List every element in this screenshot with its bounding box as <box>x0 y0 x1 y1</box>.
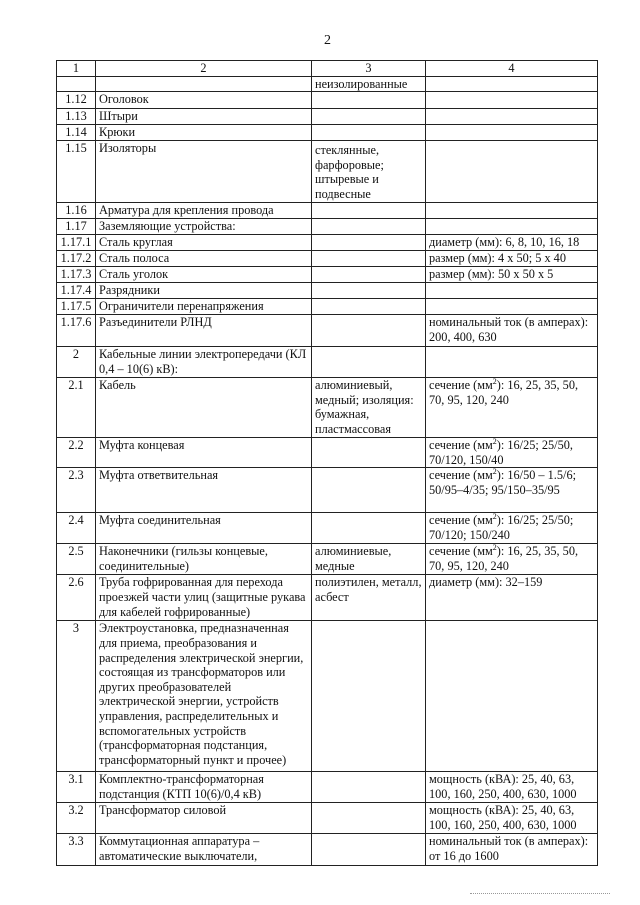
row-spec: номинальный ток (в амперах): от 16 до 1600 <box>426 834 598 866</box>
row-name: Электроустановка, предназначенная для приема, преобразования и распределения электрической энергии, состоящая из трансформаторов или других преобразователей электрической энергии, устройств управления, распределительных и вспомогательных устройств (трансформаторная подстанция, трансформаторный пункт и прочее) <box>96 621 312 772</box>
row-number: 1.17 <box>57 219 96 235</box>
row-material <box>312 315 426 347</box>
table-row <box>57 772 598 803</box>
row-name: Штыри <box>96 109 312 125</box>
row-name: Труба гофрированная для перехода проезжей части улиц (защитные рукава для кабелей гофрированные) <box>96 575 312 621</box>
table-row <box>57 235 598 251</box>
row-spec <box>426 513 598 544</box>
row-name: Заземляющие устройства: <box>96 219 312 235</box>
row-material <box>312 267 426 283</box>
row-material: полиэтилен, металл, асбест <box>312 575 426 621</box>
spec-superscript: 2 <box>492 467 497 477</box>
table-row <box>57 803 598 834</box>
table-row <box>57 544 598 575</box>
row-spec: диаметр (мм): 32–159 <box>426 575 598 621</box>
row-spec <box>426 92 598 109</box>
row-material <box>312 92 426 109</box>
spec-prefix: сечение (мм <box>429 544 493 559</box>
spec-prefix: сечение (мм <box>429 378 493 393</box>
row-name: Муфта ответвительная <box>96 468 312 513</box>
row-material <box>312 347 426 378</box>
row-name: Разрядники <box>96 283 312 299</box>
row-spec <box>426 141 598 203</box>
spec-superscript: 2 <box>492 377 497 387</box>
row-material <box>312 513 426 544</box>
row-number: 1.17.3 <box>57 267 96 283</box>
row-number: 1.14 <box>57 125 96 141</box>
row-number: 2.3 <box>57 468 96 513</box>
row-spec <box>426 109 598 125</box>
row-spec <box>426 283 598 299</box>
materials-table <box>56 60 598 866</box>
table-row <box>57 299 598 315</box>
row-number: 1.17.6 <box>57 315 96 347</box>
spec-suffix: ): 16, 25, 35, 50, 70, 95, 120, 240 <box>429 544 579 573</box>
table-row <box>57 575 598 621</box>
row-name: Изоляторы <box>96 141 312 203</box>
row-number: 2 <box>57 347 96 378</box>
header-cell: 4 <box>426 61 598 77</box>
row-spec <box>426 299 598 315</box>
table-row <box>57 378 598 438</box>
table-row <box>57 203 598 219</box>
table-row <box>57 513 598 544</box>
table-row <box>57 76 598 92</box>
row-material: алюминиевые, медные <box>312 544 426 575</box>
row-spec: размер (мм): 50 х 50 х 5 <box>426 267 598 283</box>
row-number: 2.4 <box>57 513 96 544</box>
row-spec <box>426 125 598 141</box>
row-name: Ограничители перенапряжения <box>96 299 312 315</box>
row-number <box>57 76 96 92</box>
row-name: Сталь уголок <box>96 267 312 283</box>
row-material <box>312 803 426 834</box>
row-spec <box>426 468 598 513</box>
row-number: 3.2 <box>57 803 96 834</box>
row-name: Муфта соединительная <box>96 513 312 544</box>
row-spec <box>426 76 598 92</box>
row-number: 3.3 <box>57 834 96 866</box>
spec-suffix: ): 16/25; 25/50; 70/120; 150/240 <box>429 513 574 542</box>
row-name: Арматура для крепления провода <box>96 203 312 219</box>
row-material <box>312 438 426 468</box>
spec-prefix: сечение (мм <box>429 438 493 453</box>
row-spec <box>426 544 598 575</box>
row-material <box>312 109 426 125</box>
row-name: Трансформатор силовой <box>96 803 312 834</box>
row-material <box>312 834 426 866</box>
row-name: Коммутационная аппаратура – автоматические выключатели, <box>96 834 312 866</box>
row-spec <box>426 219 598 235</box>
table-row <box>57 438 598 468</box>
row-material <box>312 468 426 513</box>
table-row <box>57 468 598 513</box>
row-number: 3 <box>57 621 96 772</box>
row-name <box>96 76 312 92</box>
table-row <box>57 92 598 109</box>
row-spec: номинальный ток (в амперах): 200, 400, 630 <box>426 315 598 347</box>
table-row <box>57 834 598 866</box>
row-name: Муфта концевая <box>96 438 312 468</box>
row-number: 2.5 <box>57 544 96 575</box>
header-cell: 1 <box>57 61 96 77</box>
row-number: 1.12 <box>57 92 96 109</box>
row-material: неизолированные <box>312 76 426 92</box>
row-number: 2.1 <box>57 378 96 438</box>
row-material <box>312 299 426 315</box>
row-number: 1.13 <box>57 109 96 125</box>
row-material <box>312 219 426 235</box>
row-number: 1.17.5 <box>57 299 96 315</box>
row-spec: диаметр (мм): 6, 8, 10, 16, 18 <box>426 235 598 251</box>
row-name: Оголовок <box>96 92 312 109</box>
header-cell: 2 <box>96 61 312 77</box>
spec-superscript: 2 <box>492 543 497 553</box>
row-material <box>312 283 426 299</box>
page-number: 2 <box>324 33 331 48</box>
row-number: 3.1 <box>57 772 96 803</box>
row-name: Кабельные линии электропередачи (КЛ 0,4 – 10(6) кВ): <box>96 347 312 378</box>
row-material: стеклянные, фарфоровые; штыревые и подвесные <box>312 141 426 203</box>
row-material: алюминиевый, медный; изоляция: бумажная, пластмассовая <box>312 378 426 438</box>
row-spec: мощность (кВА): 25, 40, 63, 100, 160, 250, 400, 630, 1000 <box>426 772 598 803</box>
row-spec <box>426 203 598 219</box>
row-material <box>312 203 426 219</box>
row-material <box>312 772 426 803</box>
row-number: 1.15 <box>57 141 96 203</box>
table-row <box>57 347 598 378</box>
row-spec <box>426 347 598 378</box>
row-spec <box>426 438 598 468</box>
row-material <box>312 251 426 267</box>
spec-superscript: 2 <box>492 437 497 447</box>
table-row <box>57 267 598 283</box>
table-row <box>57 125 598 141</box>
row-name: Разъединители РЛНД <box>96 315 312 347</box>
table-row <box>57 219 598 235</box>
row-material <box>312 125 426 141</box>
header-cell: 3 <box>312 61 426 77</box>
row-number: 1.17.1 <box>57 235 96 251</box>
row-name: Кабель <box>96 378 312 438</box>
table-header-row <box>57 61 598 77</box>
row-material <box>312 621 426 772</box>
row-name: Сталь круглая <box>96 235 312 251</box>
spec-superscript: 2 <box>492 512 497 522</box>
table-row <box>57 283 598 299</box>
row-name: Комплектно-трансформаторная подстанция (КТП 10(6)/0,4 кВ) <box>96 772 312 803</box>
row-name: Наконечники (гильзы концевые, соединительные) <box>96 544 312 575</box>
row-number: 1.17.2 <box>57 251 96 267</box>
row-spec: мощность (кВА): 25, 40, 63, 100, 160, 250, 400, 630, 1000 <box>426 803 598 834</box>
row-material <box>312 235 426 251</box>
spec-suffix: ): 16, 25, 35, 50, 70, 95, 120, 240 <box>429 378 579 407</box>
scan-artifact-line <box>470 893 610 894</box>
spec-prefix: сечение (мм <box>429 468 493 483</box>
row-name: Крюки <box>96 125 312 141</box>
table-row <box>57 141 598 203</box>
table-row <box>57 315 598 347</box>
row-number: 2.2 <box>57 438 96 468</box>
row-spec: размер (мм): 4 х 50; 5 х 40 <box>426 251 598 267</box>
table-row <box>57 621 598 772</box>
table-row <box>57 251 598 267</box>
table-row <box>57 109 598 125</box>
row-spec <box>426 378 598 438</box>
row-number: 1.17.4 <box>57 283 96 299</box>
row-spec <box>426 621 598 772</box>
row-name: Сталь полоса <box>96 251 312 267</box>
row-number: 1.16 <box>57 203 96 219</box>
spec-suffix: ): 16/50 – 1.5/6; 50/95–4/35; 95/150–35/95 <box>429 468 577 497</box>
row-number: 2.6 <box>57 575 96 621</box>
spec-suffix: ): 16/25; 25/50, 70/120, 150/40 <box>429 438 573 467</box>
spec-prefix: сечение (мм <box>429 513 493 528</box>
